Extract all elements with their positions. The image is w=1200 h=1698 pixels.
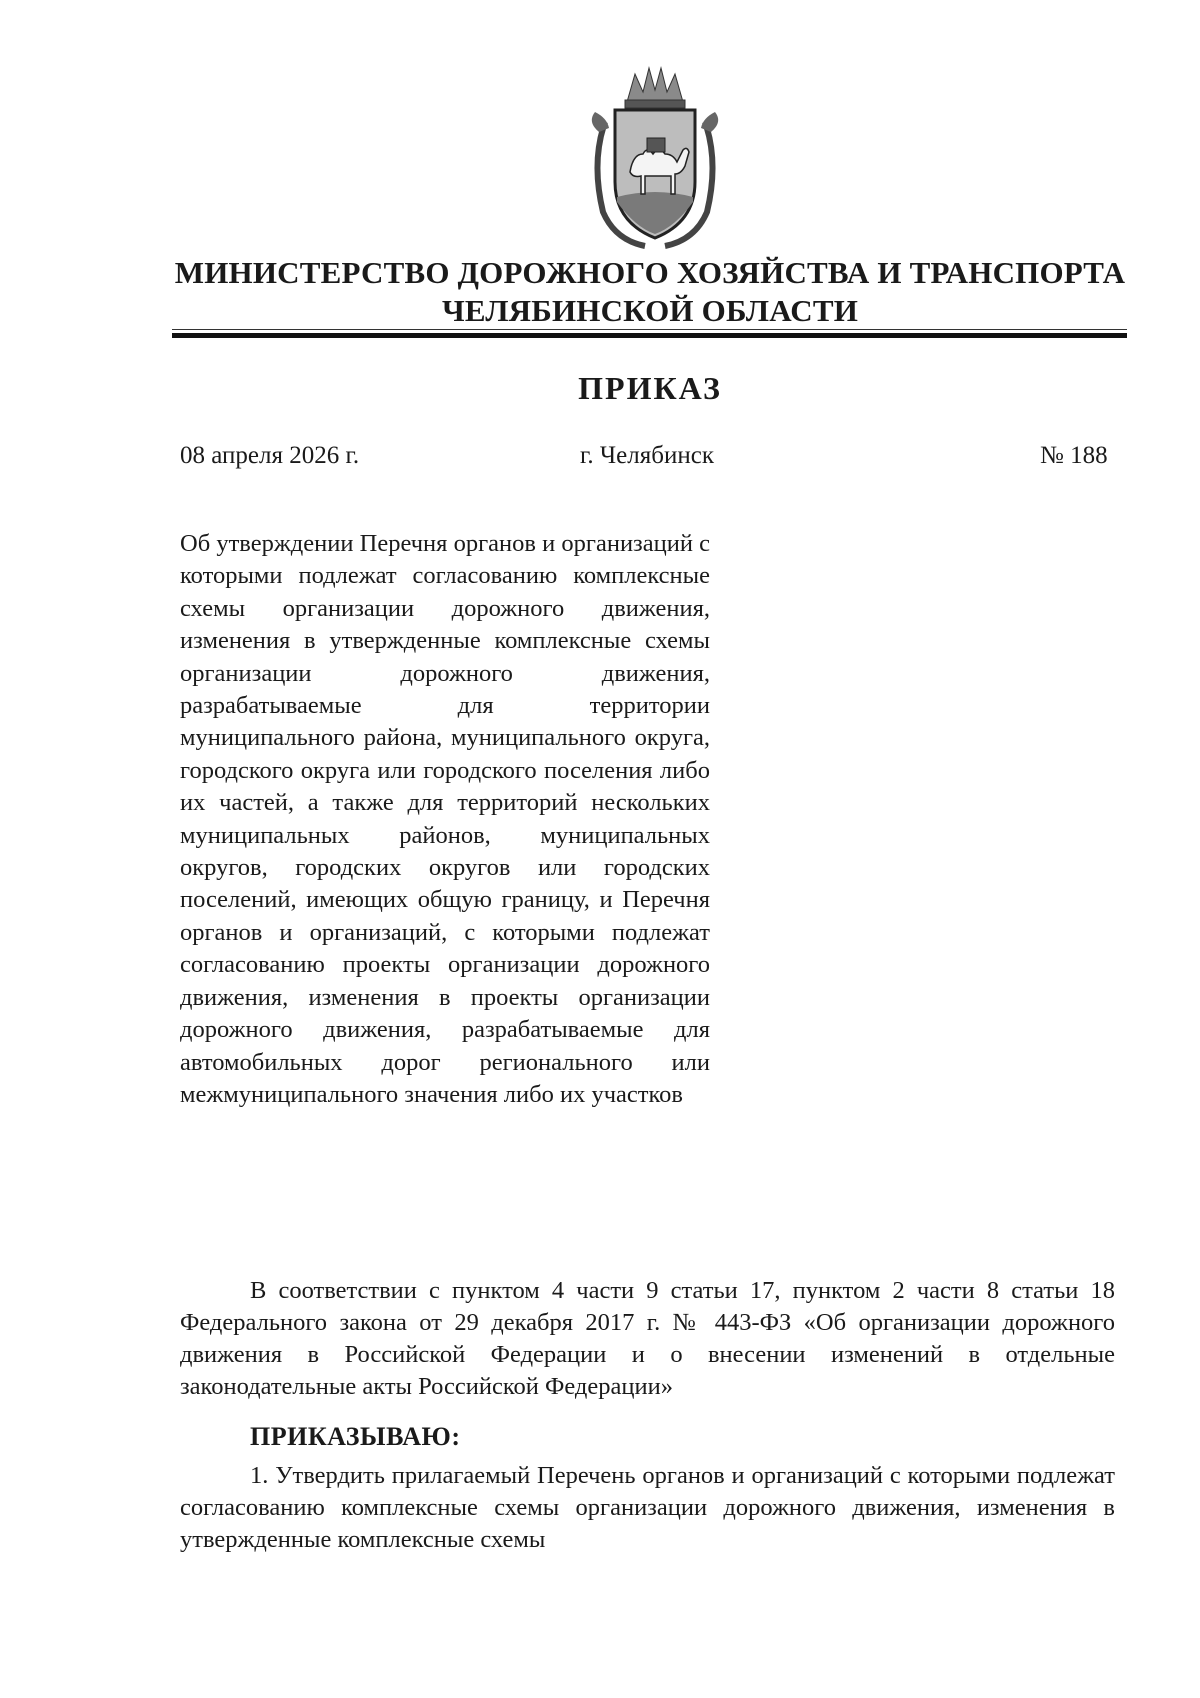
ministry-header bbox=[170, 254, 1130, 330]
preamble-paragraph bbox=[180, 1275, 1115, 1403]
header-rule-thick bbox=[172, 333, 1127, 338]
ministry-header-line2: ЧЕЛЯБИНСКОЙ ОБЛАСТИ bbox=[441, 293, 859, 328]
ministry-header-line1: МИНИСТЕРСТВО ДОРОЖНОГО ХОЗЯЙСТВА И ТРАНСПОРТА bbox=[174, 255, 1126, 290]
document-subject: Об утверждении Перечня органов и организаций с которыми подлежат согласованию комплексные схемы организации дорожного движения, изменения в утвержденные комплексные схемы организации дорожного движения, разрабатываемые для территории муниципального района, муниципального округа, городского округа или городского поселения либо их частей, а также для территорий нескольких муниципальных районов, муниципальных округов, городских округов или городских поселений, имеющих общую границу, и Перечня органов и организаций, с которыми подлежат согласованию проекты организации дорожного движения, изменения в проекты организации дорожного движения, разрабатываемые для автомобильных дорог регионального или межмуниципального значения либо их участков bbox=[180, 530, 710, 1108]
document-number: № 188 bbox=[1040, 442, 1108, 469]
document-date: 08 апреля 2026 г. bbox=[180, 442, 360, 469]
document-type: ПРИКАЗ bbox=[578, 370, 722, 406]
document-city: г. Челябинск bbox=[580, 442, 714, 469]
coat-of-arms-emblem bbox=[585, 62, 725, 250]
order-point-1 bbox=[180, 1460, 1115, 1556]
order-word: ПРИКАЗЫВАЮ: bbox=[250, 1422, 461, 1451]
order-point-1-text: 1. Утвердить прилагаемый Перечень органов и организаций с которыми подлежат согласованию комплексные схемы организации дорожного движения, изменения в утвержденные комплексные схемы bbox=[180, 1462, 1115, 1553]
crown-icon bbox=[625, 68, 685, 108]
preamble-text: В соответствии с пунктом 4 части 9 статьи 17, пунктом 2 части 8 статьи 18 Федерального закона от 29 декабря 2017 г. № 443-ФЗ «Об организации дорожного движения в Российской Федерации и о внесении изменений в отдельные законодательные акты Российской Федерации» bbox=[180, 1277, 1115, 1400]
header-rule-thin bbox=[172, 329, 1127, 330]
